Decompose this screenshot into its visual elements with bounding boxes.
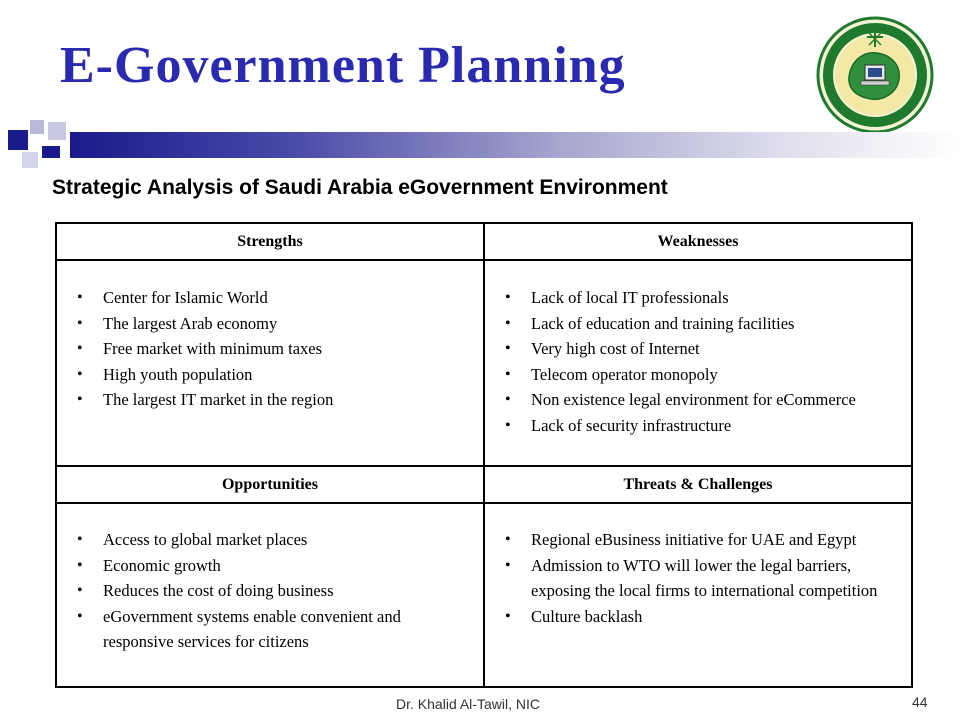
list-item: • Culture backlash [495,604,901,630]
bullet-icon: • [505,391,511,408]
list-item: • Lack of security infrastructure [495,413,901,439]
threats-header: Threats & Challenges [484,466,912,503]
list-item: • eGovernment systems enable convenient and responsive services for citizens [67,604,473,655]
bullet-icon: • [505,314,511,332]
strengths-list [67,285,473,413]
bullet-icon: • [77,607,83,625]
strengths-cell [56,260,484,466]
bullet-icon: • [505,340,511,357]
list-item: • Lack of local IT professionals [495,285,901,311]
opportunities-list [67,527,473,655]
bullet-icon: • [505,289,511,306]
bullet-icon: • [77,531,83,548]
list-item: • The largest Arab economy [67,311,473,337]
list-item: • The largest IT market in the region [67,387,473,413]
weaknesses-list [495,285,901,438]
bullet-icon: • [505,416,511,434]
bullet-icon: • [77,314,83,332]
bullet-icon: • [77,289,83,306]
page-title: E-Government Planning [60,37,626,94]
list-item: • Free market with minimum taxes [67,336,473,362]
weaknesses-header: Weaknesses [484,223,912,260]
bullet-icon: • [77,391,83,408]
list-item: • Center for Islamic World [67,285,473,311]
opportunities-cell [56,503,484,687]
bullet-icon: • [77,582,83,599]
bullet-icon: • [77,365,83,383]
decorative-squares [0,120,70,180]
list-item: • Regional eBusiness initiative for UAE and Egypt [495,527,901,553]
list-item: • Access to global market places [67,527,473,553]
threats-cell [484,503,912,687]
bullet-icon: • [505,607,511,625]
strengths-header: Strengths [56,223,484,260]
swot-table [55,222,913,688]
list-item: • Economic growth [67,553,473,579]
bullet-icon: • [505,556,511,574]
list-item: • High youth population [67,362,473,388]
list-item: • Very high cost of Internet [495,336,901,362]
list-item: • Telecom operator monopoly [495,362,901,388]
title-gradient-bar [70,132,960,158]
list-item: • Reduces the cost of doing business [67,578,473,604]
ministry-seal-icon [815,15,935,135]
bullet-icon: • [77,556,83,574]
bullet-icon: • [505,365,511,383]
bullet-icon: • [77,340,83,357]
list-item: • Admission to WTO will lower the legal barriers, exposing the local firms to international competition [495,553,901,604]
weaknesses-cell [484,260,912,466]
footer-author: Dr. Khalid Al-Tawil, NIC [396,696,540,712]
threats-list [495,527,901,629]
bullet-icon: • [505,531,511,548]
opportunities-header: Opportunities [56,466,484,503]
slide-subtitle: Strategic Analysis of Saudi Arabia eGovernment Environment [52,176,668,199]
list-item: • Lack of education and training facilities [495,311,901,337]
page-number: 44 [912,694,928,710]
list-item: • Non existence legal environment for eCommerce [495,387,901,413]
